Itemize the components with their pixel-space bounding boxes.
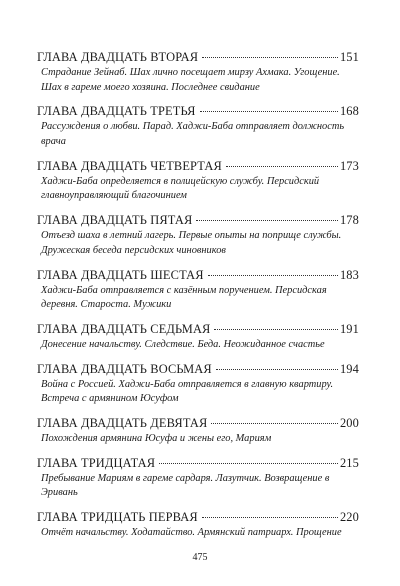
toc-entry [37,213,359,258]
page-number: 475 [192,552,208,563]
dot-leader [196,219,338,221]
chapter-title: ГЛАВА ДВАДЦАТЬ ВОСЬМАЯ [37,361,212,376]
chapter-page-number: 151 [339,50,359,64]
chapter-heading-row [37,104,359,119]
dot-leader [211,422,338,424]
chapter-heading-row [37,213,359,228]
chapter-title: ГЛАВА ДВАДЦАТЬ СЕДЬМАЯ [37,321,211,336]
chapter-page-number: 220 [339,510,359,525]
chapter-page-number: 173 [339,158,359,173]
toc-entry [37,456,359,501]
dot-leader [214,328,337,330]
toc-entry [37,416,359,447]
dot-leader [226,165,338,167]
chapter-heading-row [37,322,359,337]
chapter-summary: Донесение начальству. Следствие. Беда. Неожиданное счастье [41,338,325,350]
chapter-summary: Хаджи-Баба определяется в полицейскую службу. Персидский главноуправляющий благочинием [41,175,320,202]
chapter-summary: Страдание Зейнаб. Шах лично посещает мирзу Ахмака. Угощение. Шах в гареме моего хозяина. Последнее свидание [41,67,340,93]
chapter-title: ГЛАВА ДВАДЦАТЬ ШЕСТАЯ [37,267,204,282]
toc-entry [37,322,359,353]
toc-entry [37,104,359,149]
toc-entry [37,268,359,313]
chapter-summary: Отчёт начальству. Ходатайство. Армянский патриарх. Прощение [41,527,342,539]
chapter-title: ГЛАВА ДВАДЦАТЬ ПЯТАЯ [37,213,193,228]
chapter-title: ГЛАВА ДВАДЦАТЬ ЧЕТВЕРТАЯ [37,158,222,173]
chapter-page-number: 200 [339,416,359,431]
chapter-title: ГЛАВА ДВАДЦАТЬ ТРЕТЬЯ [37,104,196,119]
table-of-contents [37,50,359,550]
dot-leader [208,274,338,276]
chapter-title: ГЛАВА ДВАДЦАТЬ ВТОРАЯ [37,50,199,64]
chapter-page-number: 191 [339,321,359,336]
toc-entry [37,510,359,541]
dot-leader [202,516,338,518]
chapter-heading-row [37,416,359,431]
chapter-summary: Пребывание Мариям в гареме сардаря. Лазутчик. Возвращение в Эривань [41,472,330,499]
toc-entry [37,362,359,407]
chapter-heading-row [37,159,359,174]
chapter-title: ГЛАВА ДВАДЦАТЬ ДЕВЯТАЯ [37,416,208,431]
chapter-summary: Война с Россией. Хаджи-Баба отправляется в главную квартиру. Встреча с армянином Юсуфом [41,378,334,405]
chapter-page-number: 183 [339,267,359,282]
dot-leader [202,56,338,58]
chapter-summary: Хаджи-Баба отправляется с казённым поручением. Персидская деревня. Староста. Мужики [41,284,327,311]
toc-entry [37,159,359,204]
chapter-heading-row [37,268,359,283]
chapter-summary: Рассуждения о любви. Парад. Хаджи-Баба отправляет должность врача [41,121,345,147]
chapter-summary: Похождения армянина Юсуфа и жены его, Мариям [41,433,272,445]
dot-leader [159,462,338,464]
chapter-heading-row [37,510,359,525]
chapter-page-number: 168 [339,104,359,119]
dot-leader [200,110,338,112]
chapter-page-number: 178 [339,213,359,228]
dot-leader [216,368,338,370]
chapter-heading-row [37,50,359,65]
chapter-title: ГЛАВА ТРИДЦАТЬ ПЕРВАЯ [37,510,198,525]
chapter-heading-row [37,456,359,471]
chapter-page-number: 194 [339,361,359,376]
chapter-title: ГЛАВА ТРИДЦАТАЯ [37,455,156,470]
chapter-heading-row [37,362,359,377]
chapter-page-number: 215 [339,455,359,470]
toc-entry [37,50,359,95]
chapter-summary: Отъезд шаха в летний лагерь. Первые опыты на поприще службы. Дружеская беседа персидских чиновников [41,230,342,256]
